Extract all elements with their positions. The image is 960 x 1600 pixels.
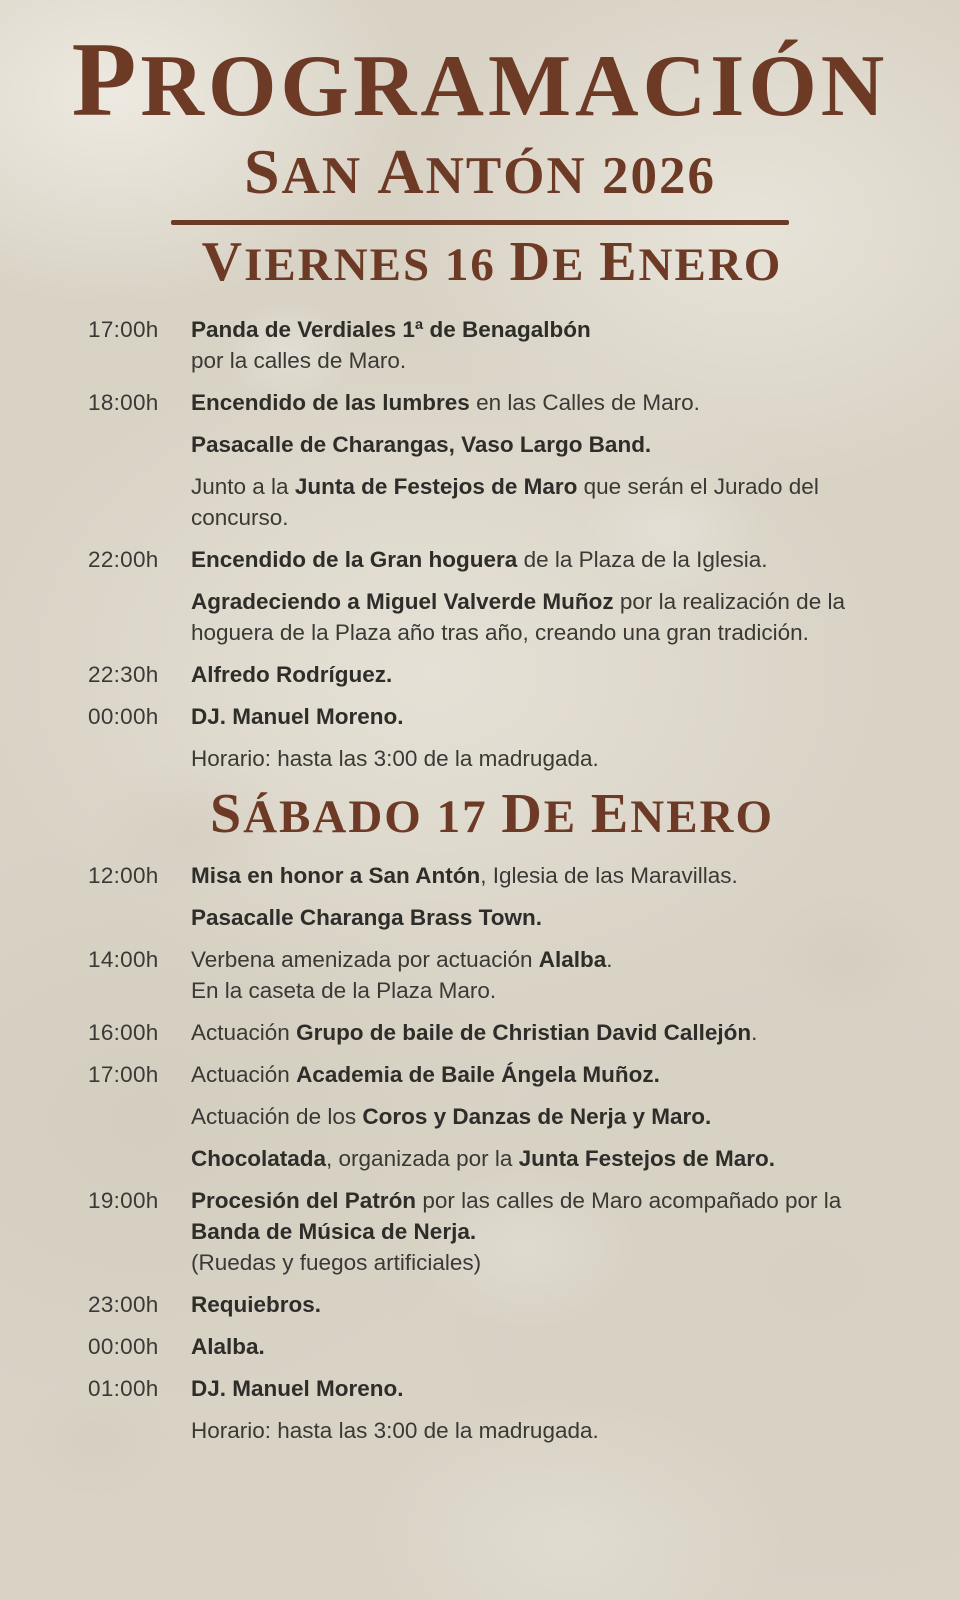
event-line: Actuación de los Coros y Danzas de Nerja y Maro.: [191, 1103, 712, 1129]
event-time: 18:00h: [88, 389, 159, 415]
event-description: [191, 471, 849, 533]
event-description: [191, 1415, 849, 1446]
event-description: [191, 1289, 849, 1320]
event-description: [191, 1143, 849, 1174]
event-line: Requiebros.: [191, 1291, 322, 1317]
event-line: Agradeciendo a Miguel Valverde Muñoz por la realización de la hoguera de la Plaza año tras año, creando una gran tradición.: [191, 588, 845, 645]
event-line: Misa en honor a San Antón, Iglesia de las Maravillas.: [191, 862, 738, 888]
event-description: [191, 1331, 849, 1362]
event-line: Encendido de la Gran hoguera de la Plaza de la Iglesia.: [191, 546, 768, 572]
event-time: 00:00h: [88, 703, 159, 729]
event-line: Actuación Academia de Baile Ángela Muñoz.: [191, 1061, 660, 1087]
schedule-row: [88, 944, 896, 1006]
schedule-row: [88, 1101, 896, 1132]
schedule-row: [88, 429, 896, 460]
event-line: DJ. Manuel Moreno.: [191, 1375, 404, 1401]
event-description: [191, 1101, 849, 1132]
event-line: Panda de Verdiales 1ª de Benagalbón: [191, 316, 591, 342]
event-description: [191, 1059, 849, 1090]
event-time: 17:00h: [88, 316, 159, 342]
schedule-row: [88, 1059, 896, 1090]
event-line: Alfredo Rodríguez.: [191, 661, 393, 687]
schedule-row: [88, 701, 896, 732]
event-time: 00:00h: [88, 1333, 159, 1359]
event-description: [191, 544, 849, 575]
schedule-row: [88, 1185, 896, 1278]
day-heading: SÁBADO 17 DE ENERO: [209, 782, 775, 845]
event-line: Procesión del Patrón por las calles de Maro acompañado por la Banda de Música de Nerja.: [191, 1187, 842, 1244]
event-time: 14:00h: [88, 946, 159, 972]
schedule-row: [88, 1331, 896, 1362]
masthead: [0, 0, 960, 225]
schedule-row: [88, 471, 896, 533]
event-description: [191, 659, 849, 690]
event-description: [191, 1373, 849, 1404]
title-divider: [171, 220, 789, 225]
event-description: [191, 1017, 849, 1048]
schedule-row: [88, 387, 896, 418]
event-time: 22:30h: [88, 661, 159, 687]
event-description: [191, 314, 849, 376]
event-description: [191, 743, 849, 774]
schedule: [0, 233, 960, 1446]
event-description: [191, 701, 849, 732]
schedule-row: [88, 1373, 896, 1404]
schedule-row: [88, 860, 896, 891]
event-time: 16:00h: [88, 1019, 159, 1045]
event-description: [191, 944, 849, 1006]
day-section: [88, 233, 896, 774]
event-line: Horario: hasta las 3:00 de la madrugada.: [191, 745, 599, 771]
event-description: [191, 429, 849, 460]
schedule-row: [88, 1289, 896, 1320]
schedule-row: [88, 314, 896, 376]
event-description: [191, 387, 849, 418]
schedule-row: [88, 586, 896, 648]
event-line: Pasacalle de Charangas, Vaso Largo Band.: [191, 431, 652, 457]
event-line: Actuación Grupo de baile de Christian David Callejón.: [191, 1019, 758, 1045]
event-description: [191, 586, 849, 648]
event-time: 01:00h: [88, 1375, 159, 1401]
event-line: DJ. Manuel Moreno.: [191, 703, 404, 729]
schedule-row: [88, 659, 896, 690]
event-line: por la calles de Maro.: [191, 347, 407, 373]
event-line: (Ruedas y fuegos artificiales): [191, 1249, 482, 1275]
event-description: [191, 1185, 849, 1278]
event-time: 12:00h: [88, 862, 159, 888]
schedule-row: [88, 1017, 896, 1048]
event-time: 23:00h: [88, 1291, 159, 1317]
schedule-row: [88, 544, 896, 575]
event-line: Chocolatada, organizada por la Junta Festejos de Maro.: [191, 1145, 775, 1171]
event-line: Verbena amenizada por actuación Alalba.: [191, 946, 613, 972]
event-line: Encendido de las lumbres en las Calles de Maro.: [191, 389, 700, 415]
event-line: En la caseta de la Plaza Maro.: [191, 977, 497, 1003]
event-description: [191, 860, 849, 891]
event-time: 19:00h: [88, 1187, 159, 1213]
event-line: Horario: hasta las 3:00 de la madrugada.: [191, 1417, 599, 1443]
event-description: [191, 902, 849, 933]
day-section: [88, 782, 896, 1446]
event-line: Pasacalle Charanga Brass Town.: [191, 904, 542, 930]
schedule-row: [88, 1415, 896, 1446]
event-time: 17:00h: [88, 1061, 159, 1087]
schedule-row: [88, 743, 896, 774]
day-heading: VIERNES 16 DE ENERO: [201, 231, 783, 294]
poster-subtitle: SAN ANTÓN 2026: [243, 136, 716, 208]
schedule-row: [88, 1143, 896, 1174]
event-line: Junto a la Junta de Festejos de Maro que serán el Jurado del concurso.: [191, 473, 819, 530]
event-line: Alalba.: [191, 1333, 265, 1359]
schedule-row: [88, 902, 896, 933]
poster-title: PROGRAMACIÓN: [71, 21, 889, 138]
event-time: 22:00h: [88, 546, 159, 572]
